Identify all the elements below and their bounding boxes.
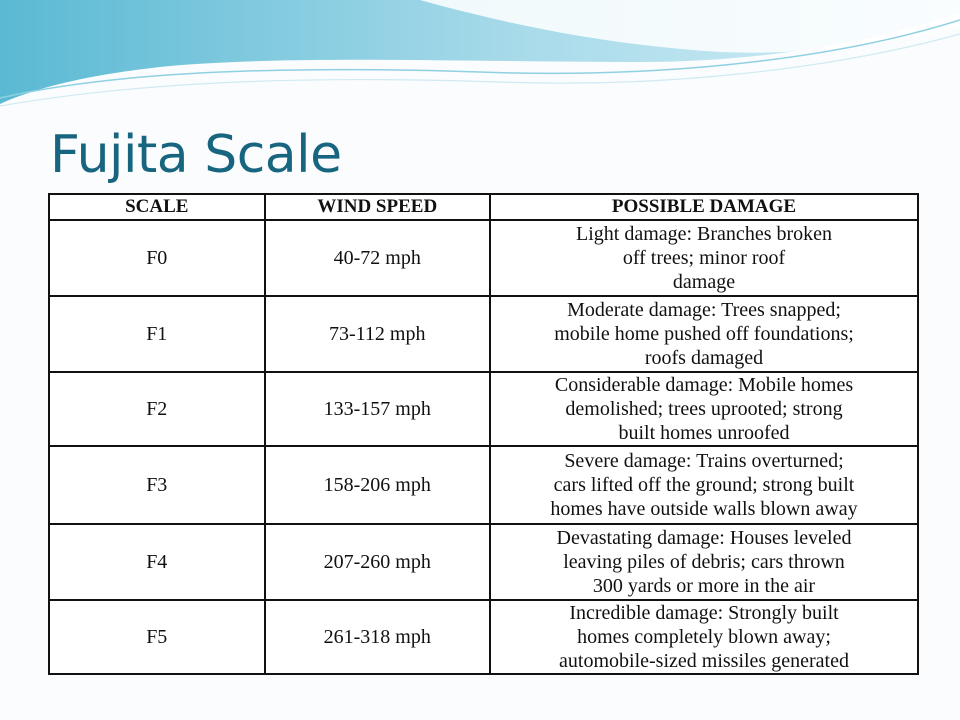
damage-cell <box>490 372 918 446</box>
damage-line: cars lifted off the ground; strong built <box>553 474 855 496</box>
table-row <box>49 446 918 524</box>
damage-line: Light damage: Branches broken <box>575 223 833 245</box>
damage-line: demolished; trees uprooted; strong <box>565 398 843 420</box>
wind-speed-cell: 133-157 mph <box>265 372 490 446</box>
damage-cell <box>490 296 918 372</box>
damage-line: Devastating damage: Houses leveled <box>556 527 852 549</box>
wind-speed-cell: 40-72 mph <box>265 220 490 296</box>
damage-line: Considerable damage: Mobile homes <box>554 374 854 396</box>
damage-line: off trees; minor roof <box>622 247 786 269</box>
damage-line: built homes unroofed <box>618 422 790 444</box>
damage-line: Severe damage: Trains overturned; <box>564 450 844 472</box>
scale-cell: F5 <box>49 600 265 674</box>
wind-speed-cell: 73-112 mph <box>265 296 490 372</box>
damage-line: automobile-sized missiles generated <box>559 650 849 672</box>
damage-line: homes have outside walls blown away <box>550 498 858 520</box>
damage-line: homes completely blown away; <box>577 626 831 648</box>
wind-speed-cell: 261-318 mph <box>265 600 490 674</box>
scale-cell: F4 <box>49 524 265 600</box>
damage-line: mobile home pushed off foundations; <box>554 323 854 345</box>
damage-cell <box>490 220 918 296</box>
damage-cell <box>490 446 918 524</box>
table-row <box>49 296 918 372</box>
table-row <box>49 372 918 446</box>
fujita-scale-table <box>48 193 919 675</box>
slide-title: Fujita Scale <box>50 125 342 185</box>
wind-speed-cell: 207-260 mph <box>265 524 490 600</box>
damage-line: Moderate damage: Trees snapped; <box>567 299 841 321</box>
header-wave-decoration <box>0 0 960 120</box>
scale-cell: F3 <box>49 446 265 524</box>
header-wind-speed: WIND SPEED <box>265 194 490 220</box>
wind-speed-cell: 158-206 mph <box>265 446 490 524</box>
damage-line: Incredible damage: Strongly built <box>569 602 839 624</box>
scale-cell: F0 <box>49 220 265 296</box>
damage-line: leaving piles of debris; cars thrown <box>563 551 845 573</box>
header-possible-damage: POSSIBLE DAMAGE <box>490 194 918 220</box>
table-row <box>49 220 918 296</box>
damage-cell <box>490 600 918 674</box>
scale-cell: F2 <box>49 372 265 446</box>
damage-line: roofs damaged <box>644 347 764 369</box>
damage-line: damage <box>672 271 736 293</box>
table-header-row <box>49 194 918 220</box>
damage-cell <box>490 524 918 600</box>
table-row <box>49 524 918 600</box>
table-row <box>49 600 918 674</box>
header-scale: SCALE <box>49 194 265 220</box>
scale-cell: F1 <box>49 296 265 372</box>
damage-line: 300 yards or more in the air <box>592 575 816 597</box>
